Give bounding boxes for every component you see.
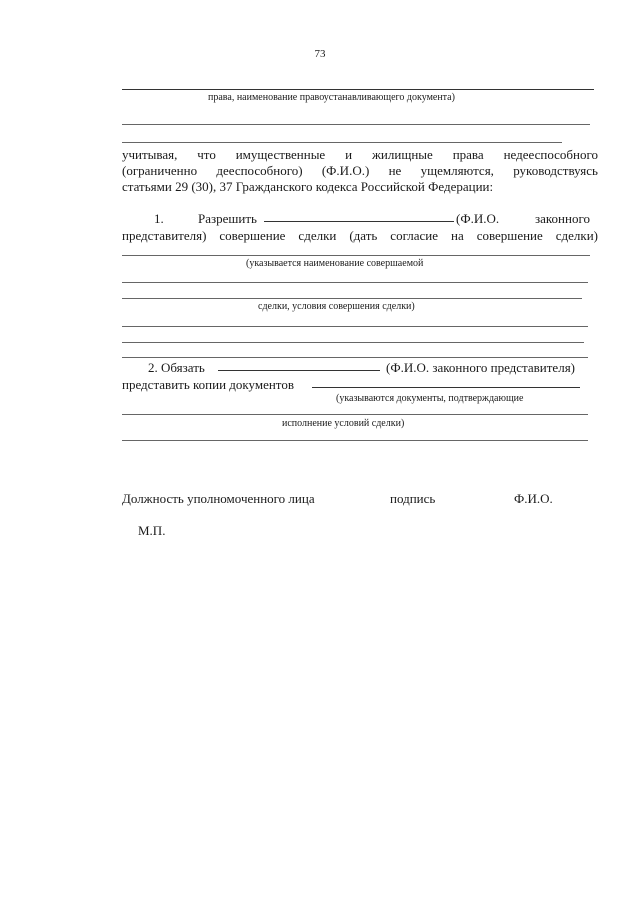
item2-caption-b: исполнение условий сделки) bbox=[282, 418, 405, 429]
item2-fio-blank bbox=[218, 359, 380, 371]
rule bbox=[122, 142, 562, 143]
rule bbox=[122, 124, 590, 125]
item1-legal: законного bbox=[535, 211, 590, 226]
item2-fio: (Ф.И.О. законного представителя) bbox=[386, 360, 576, 375]
item1-fio: (Ф.И.О. bbox=[456, 211, 500, 226]
item2-verb: 2. Обязать bbox=[148, 360, 205, 375]
item1-line-2: представителя) совершение сделки (дать согласие на совершение сделки) bbox=[122, 228, 598, 243]
rule bbox=[122, 440, 588, 441]
rule bbox=[122, 326, 588, 327]
item1-caption-b: сделки, условия совершения сделки) bbox=[258, 301, 415, 312]
item1-fio-blank bbox=[264, 210, 454, 222]
signature-position: Должность уполномоченного лица bbox=[122, 491, 315, 506]
rule bbox=[122, 282, 588, 283]
item1-caption-a: (указывается наименование совершаемой bbox=[246, 258, 424, 269]
item2-docs-blank bbox=[312, 376, 580, 388]
considering-line-2: (ограниченно дееспособного) (Ф.И.О.) не ущемляются, руководствуясь bbox=[122, 163, 598, 178]
signature-sign: подпись bbox=[390, 491, 436, 506]
signature-fio: Ф.И.О. bbox=[514, 491, 553, 506]
signature-stamp: М.П. bbox=[138, 523, 166, 538]
rule bbox=[122, 357, 588, 358]
rule bbox=[122, 89, 594, 90]
item1-verb: Разрешить bbox=[198, 211, 257, 226]
rule bbox=[122, 298, 582, 299]
rule bbox=[122, 414, 588, 415]
rule bbox=[122, 342, 584, 343]
item2-line-2: представить копии документов bbox=[122, 377, 294, 392]
page-number: 73 bbox=[314, 48, 326, 60]
item2-caption-a: (указываются документы, подтверждающие bbox=[336, 393, 524, 404]
item1-number: 1. bbox=[154, 211, 164, 226]
rule bbox=[122, 255, 590, 256]
considering-line-1: учитывая, что имущественные и жилищные права недееспособного bbox=[122, 147, 598, 162]
considering-line-3: статьями 29 (30), 37 Гражданского кодекса Российской Федерации: bbox=[122, 179, 494, 194]
caption-rights: права, наименование правоустанавливающего документа) bbox=[208, 92, 455, 103]
